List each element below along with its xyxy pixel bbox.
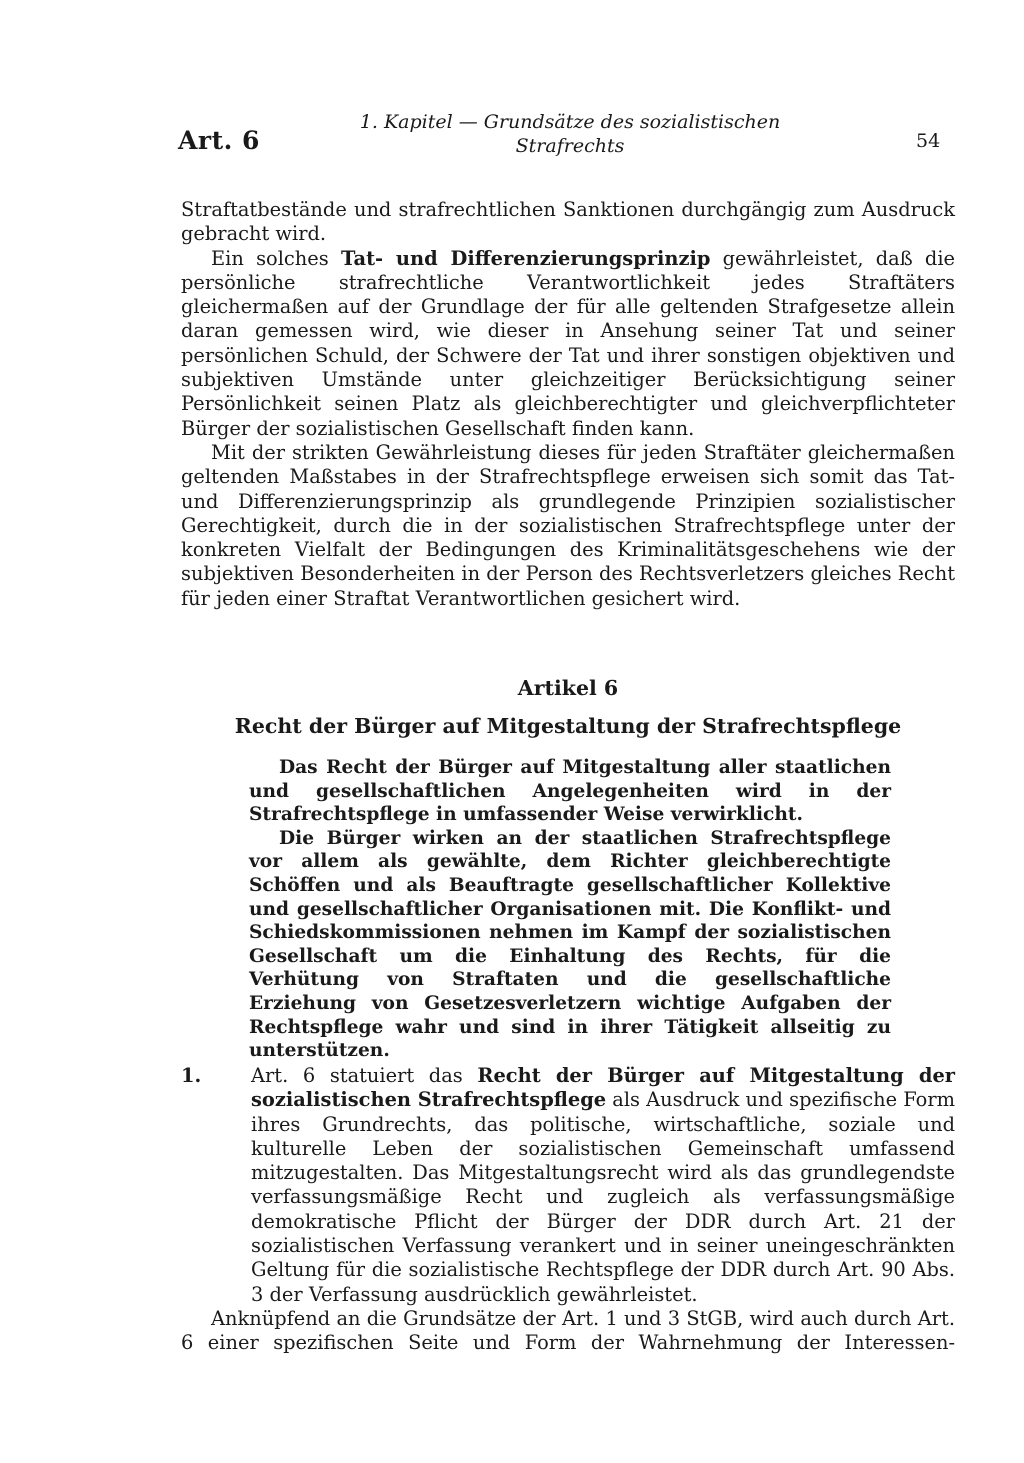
law-paragraph: Die Bürger wirken an der staatlichen Strafrechtspflege vor allem als gewählte, dem Richter gleichberechtigte Schöffen und als Beauftragte gesellschaftlicher Kollektive und gesellschaftlicher Organisationen mit. Die Konflikt- und Schiedskommissionen nehmen im Kampf der sozialistischen Gesellschaft um die Einhaltung des Rechts, für die Verhütung von Straftaten und die gesellschaftliche Erziehung von Gesetzesverletzern wichtige Aufgaben der Rechtspflege wahr und sind in ihrer Tätigkeit allseitig zu unterstützen. [249, 827, 891, 1062]
commentary-number: 1. [181, 1064, 202, 1087]
paragraph: Straftatbestände und strafrechtlichen Sanktionen durchgängig zum Ausdruck gebracht wird. [181, 198, 955, 246]
text-run: Art. 6 statuiert das [251, 1064, 478, 1087]
article-subtitle: Recht der Bürger auf Mitgestaltung der Strafrechtspflege [234, 714, 902, 738]
page-number: 54 [916, 130, 941, 152]
text-run: als Ausdruck und spezifische Form ihres Grundrechts, das politische, wirtschaftliche, soziale und kulturelle Leben der sozialistischen Gemeinschaft umfassend mitzugestalten. Das Mitgestaltungsrecht wird als das grundlegendste verfassungsmäßige Recht und zugleich als verfassungsmäßige demokratische Pflicht der Bürger der DDR durch Art. 21 der sozialistischen Verfassung verankert und in seiner uneingeschränkten Geltung für die sozialistische Rechtspflege der DDR durch Art. 90 Abs. 3 der Verfassung ausdrücklich gewährleistet. [251, 1088, 955, 1306]
running-header-chapter [300, 110, 840, 158]
article-title: Artikel 6 [517, 676, 619, 700]
chapter-line-1: 1. Kapitel — Grundsätze des sozialistischen [359, 111, 781, 133]
commentary-paragraph-1 [181, 1064, 955, 1307]
paragraph: Mit der strikten Gewährleistung dieses für jeden Straftäter gleichermaßen geltenden Maßstabes in der Strafrechtspflege erweisen sich somit das Tat- und Differenzierungsprinzip als grundlegende Prinzipien sozialistischer Gerechtigkeit, durch die in der sozialistischen Strafrechtspflege unter der konkreten Vielfalt der Bedingungen des Kriminalitätsgeschehens wie der subjektiven Besonderheiten in der Person des Rechtsverletzers gleiches Recht für jeden einer Straftat Verantwortlichen gesichert wird. [181, 440, 955, 610]
emphasis-mitgestaltung: Recht der Bürger auf Mitgestaltung der sozialistischen Strafrechtspflege [251, 1064, 955, 1112]
running-header-article: Art. 6 [178, 126, 260, 155]
text-run: gewährleistet, daß die persönliche strafrechtliche Verantwortlichkeit jedes Straftäters gleichermaßen auf der Grundlage der für alle geltenden Strafgesetze allein daran gemessen wird, wie dieser in Ansehung seiner Tat und seiner persönlichen Schuld, der Schwere der Tat und ihrer sonstigen objektiven und subjektiven Umstände unter gleichzeitiger Berücksichtigung seiner Persönlichkeit seinen Platz als gleichberechtigter und gleichverpflichteter Bürger der sozialistischen Gesellschaft finden kann. [181, 246, 956, 440]
commentary-paragraph-2: Anknüpfend an die Grundsätze der Art. 1 und 3 StGB, wird auch durch Art. 6 einer spezifischen Seite und Form der Wahrnehmung der Interessen- [181, 1306, 955, 1355]
text-run: Ein solches [211, 246, 341, 270]
law-paragraph: Das Recht der Bürger auf Mitgestaltung aller staatlichen und gesellschaftlichen Angelegenheiten wird in der Strafrechtspflege in umfassender Weise verwirklicht. [249, 757, 891, 826]
chapter-line-2: Strafrechts [515, 135, 625, 157]
paragraph [181, 247, 955, 441]
emphasis-tat-prinzip: Tat- und Differenzierungsprinzip [340, 246, 711, 270]
law-text [249, 756, 891, 1063]
continuation-text [181, 198, 955, 611]
commentary [181, 1064, 955, 1356]
